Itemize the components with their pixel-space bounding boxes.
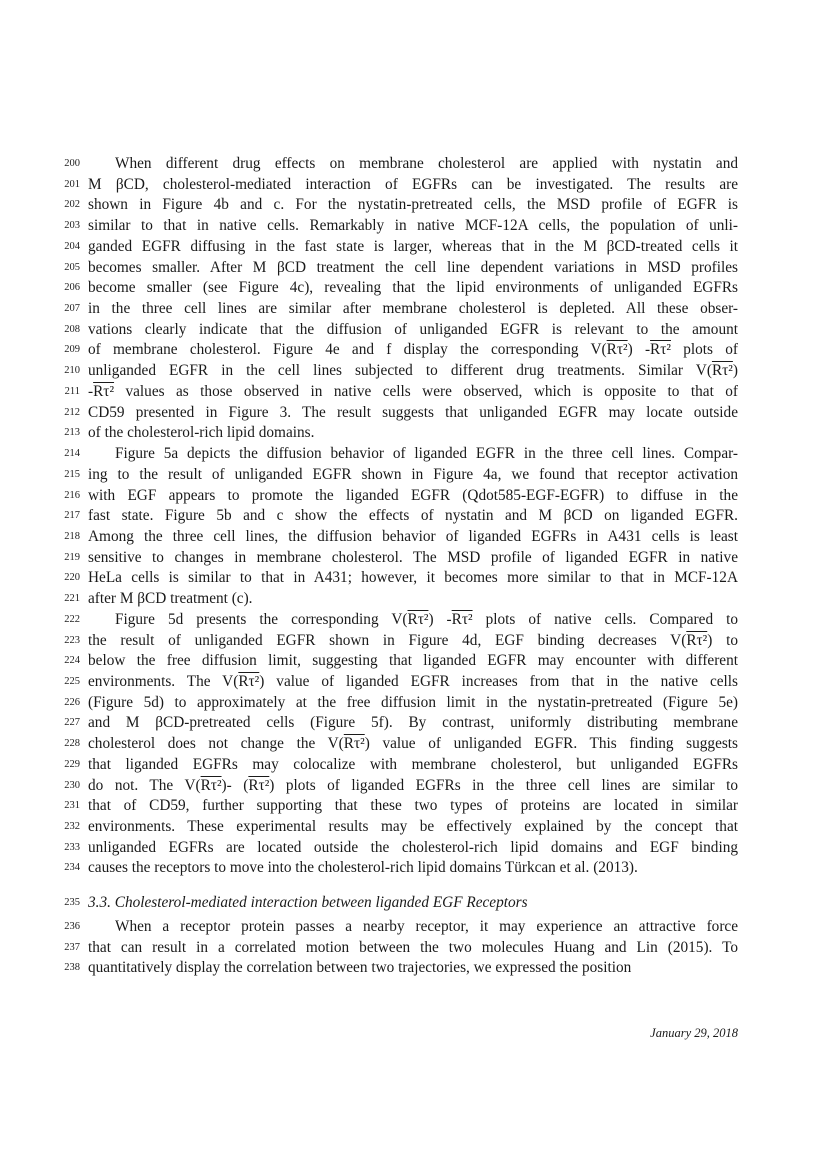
line-number: 222 <box>64 613 80 625</box>
text-line: in the three cell lines are similar after membrane cholesterol is depleted. All these obser- <box>88 300 738 318</box>
text-line: ganded EGFR diffusing in the fast state is larger, whereas that in the M βCD-treated cells it <box>88 237 738 255</box>
text-line: causes the receptors to move into the cholesterol-rich lipid domains Türkcan et al. (2013). <box>88 859 638 877</box>
text-segment: ) plots of liganded EGFRs in the three cell lines are similar to <box>269 776 739 794</box>
text-line <box>88 734 738 755</box>
text-segment: ) - <box>627 341 651 359</box>
text-line: similar to that in native cells. Remarkably in native MCF-12A cells, the population of unli- <box>88 217 738 235</box>
line-number: 220 <box>64 572 80 584</box>
text-line: with EGF appears to promote the liganded EGFR (Qdot585-EGF-EGFR) to diffuse in the <box>88 486 738 504</box>
line-number: 216 <box>64 489 80 501</box>
text-line: (Figure 5d) to approximately at the free diffusion limit in the nystatin-pretreated (Figure 5e) <box>88 693 738 711</box>
line-number: 207 <box>64 303 80 315</box>
text-line: that liganded EGFRs may colocalize with membrane cholesterol, but unliganded EGFRs <box>88 755 738 773</box>
line-number: 213 <box>64 427 80 439</box>
math-term: Rτ² <box>686 631 708 649</box>
text-line: unliganded EGFRs are located outside the cholesterol-rich lipid domains and EGF binding <box>88 838 738 856</box>
line-number: 209 <box>64 344 80 356</box>
line-number: 214 <box>64 448 80 460</box>
text-line <box>88 776 738 797</box>
line-number: 227 <box>64 717 80 729</box>
text-line: vations clearly indicate that the diffusion of unliganded EGFR is relevant to the amount <box>88 320 738 338</box>
text-line: that can result in a correlated motion between the two molecules Huang and Lin (2015). To <box>88 938 738 956</box>
line-number: 201 <box>64 178 80 190</box>
line-number: 236 <box>64 921 80 932</box>
text-line: M βCD, cholesterol-mediated interaction of EGFRs can be investigated. The results are <box>88 175 738 193</box>
text-segment: the result of unliganded EGFR shown in Figure 4d, EGF binding decreases V( <box>88 631 687 649</box>
text-line: sensitive to changes in membrane cholesterol. The MSD profile of liganded EGFR in native <box>88 548 738 566</box>
text-segment: of membrane cholesterol. Figure 4e and f display the corresponding V( <box>88 341 607 359</box>
line-number: 225 <box>64 676 80 687</box>
text-line: When a receptor protein passes a nearby receptor, it may experience an attractive force <box>115 918 738 935</box>
text-segment: environments. The V( <box>88 673 239 690</box>
math-term: Rτ² <box>711 362 733 380</box>
line-number: 210 <box>64 365 80 377</box>
text-line: becomes smaller. After M βCD treatment the cell line dependent variations in MSD profiles <box>88 258 738 276</box>
line-number: 230 <box>64 779 80 791</box>
text-line: CD59 presented in Figure 3. The result suggests that unliganded EGFR may locate outside <box>88 403 738 421</box>
line-number: 234 <box>64 862 80 874</box>
text-segment: cholesterol does not change the V( <box>88 735 344 753</box>
text-line: shown in Figure 4b and c. For the nystatin-pretreated cells, the MSD profile of EGFR is <box>88 196 738 214</box>
line-number: 200 <box>64 158 80 169</box>
footer-date: January 29, 2018 <box>650 1026 738 1040</box>
text-line: Figure 5a depicts the diffusion behavior of liganded EGFR in the three cell lines. Compar- <box>115 445 738 463</box>
text-line: after M βCD treatment (c). <box>88 590 253 608</box>
text-segment: ) <box>732 362 738 380</box>
math-term: Rτ² <box>407 610 429 628</box>
math-term: Rτ² <box>650 341 671 359</box>
text-line: that of CD59, further supporting that these two types of proteins are located in similar <box>88 797 738 815</box>
text-line: of the cholesterol-rich lipid domains. <box>88 424 315 442</box>
line-number: 233 <box>64 841 80 853</box>
math-term: Rτ² <box>200 776 222 794</box>
text-segment: do not. The V( <box>88 776 201 794</box>
text-line <box>88 361 738 382</box>
text-segment: values as those observed in native cells were observed, which is opposite to that of <box>114 382 738 400</box>
line-number: 237 <box>64 941 80 953</box>
line-number: 203 <box>64 220 80 232</box>
line-number: 205 <box>64 261 80 273</box>
text-segment: Figure 5d presents the corresponding V( <box>115 610 408 628</box>
line-number: 202 <box>64 199 80 211</box>
line-number: 229 <box>64 758 80 770</box>
math-term: Rτ² <box>238 673 260 690</box>
line-number: 235 <box>64 897 80 908</box>
line-number: 238 <box>64 962 80 974</box>
text-segment: )- ( <box>221 776 249 794</box>
text-segment: - <box>88 382 94 400</box>
text-line <box>88 340 738 361</box>
line-number: 224 <box>64 655 80 667</box>
text-segment: ) - <box>428 610 452 628</box>
text-line: When different drug effects on membrane cholesterol are applied with nystatin and <box>115 155 738 172</box>
line-number: 212 <box>64 406 80 418</box>
text-line <box>88 672 738 693</box>
text-line: quantitatively display the correlation between two trajectories, we expressed the position <box>88 959 632 977</box>
section-heading: 3.3. Cholesterol-mediated interaction between liganded EGF Receptors <box>88 894 528 911</box>
line-number: 228 <box>64 738 80 750</box>
line-number: 218 <box>64 530 80 542</box>
line-number: 232 <box>64 821 80 833</box>
line-number: 221 <box>64 593 80 605</box>
line-number: 204 <box>64 240 80 252</box>
text-segment: ) value of liganded EGFR increases from that in the native cells <box>259 673 738 690</box>
text-segment: plots of native cells. Compared to <box>472 610 738 628</box>
text-line: and M βCD-pretreated cells (Figure 5f). By contrast, uniformly distributing membrane <box>88 714 738 732</box>
line-number: 206 <box>64 282 80 294</box>
text-line: fast state. Figure 5b and c show the effects of nystatin and M βCD on liganded EGFR. <box>88 507 738 525</box>
math-term: Rτ² <box>343 735 365 753</box>
line-number: 217 <box>64 510 80 522</box>
text-segment: unliganded EGFR in the cell lines subjected to different drug treatments. Similar V( <box>88 362 712 380</box>
math-term: Rτ² <box>93 382 115 400</box>
line-number: 211 <box>64 385 80 397</box>
text-line: below the free diffusion limit, suggesting that liganded EGFR may encounter with different <box>88 652 738 670</box>
line-number: 215 <box>64 468 80 480</box>
math-term: Rτ² <box>606 341 628 359</box>
line-number: 208 <box>64 323 80 335</box>
text-line: Among the three cell lines, the diffusion behavior of liganded EGFRs in A431 cells is least <box>88 527 738 545</box>
math-term: Rτ² <box>451 610 473 628</box>
line-number: 226 <box>64 696 80 708</box>
text-segment: plots of <box>670 341 738 359</box>
text-line: environments. These experimental results may be effectively explained by the concept that <box>88 818 738 836</box>
text-segment: ) to <box>707 631 738 649</box>
text-line <box>88 382 738 403</box>
line-number: 219 <box>64 551 80 563</box>
text-line: HeLa cells is similar to that in A431; however, it becomes more similar to that in MCF-12A <box>88 569 738 587</box>
text-segment: ) value of unliganded EGFR. This finding suggests <box>364 735 739 753</box>
line-number: 223 <box>64 634 80 646</box>
text-line <box>115 610 738 631</box>
text-line: ing to the result of unliganded EGFR shown in Figure 4a, we found that receptor activation <box>88 465 738 483</box>
line-number: 231 <box>64 800 80 812</box>
text-line <box>88 631 738 652</box>
text-line: become smaller (see Figure 4c), revealing that the lipid environments of unliganded EGFRs <box>88 279 738 297</box>
math-term: Rτ² <box>248 776 270 794</box>
